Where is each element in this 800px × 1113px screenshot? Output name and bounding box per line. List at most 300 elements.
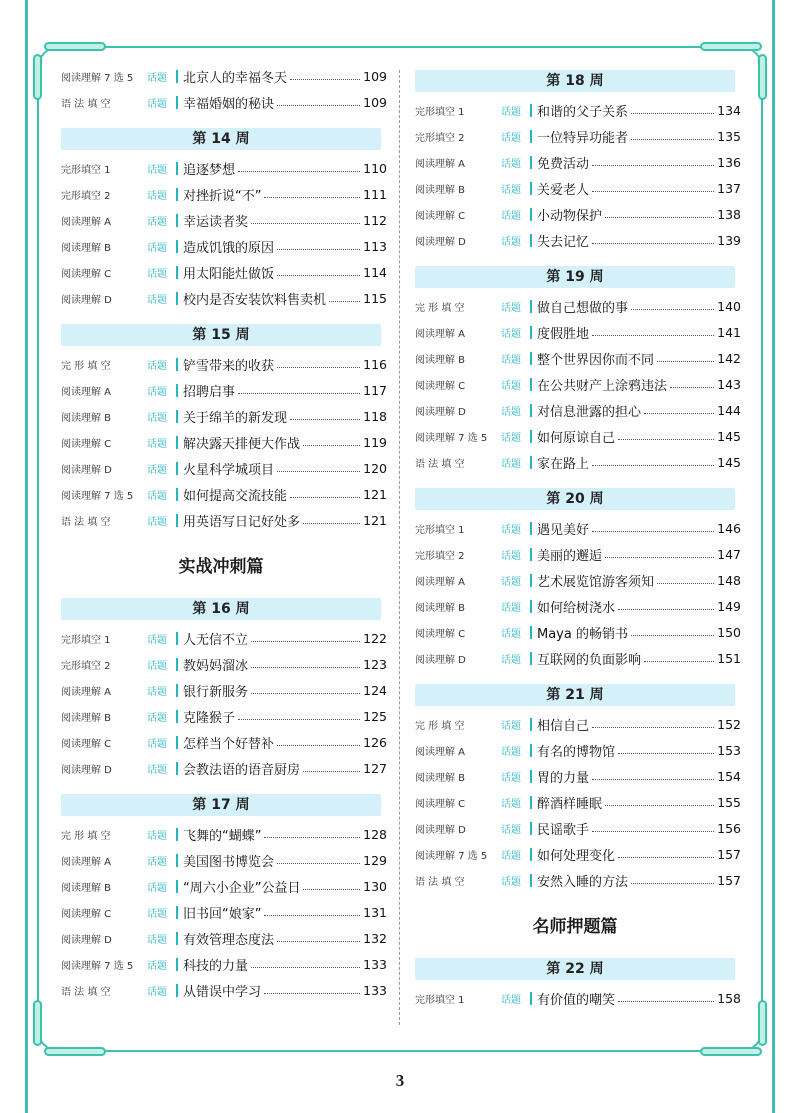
- toc-entry[interactable]: [415, 452, 741, 472]
- entry-title: 做自己想做的事: [537, 300, 629, 316]
- tag-separator: [176, 462, 178, 475]
- entry-title: 小动物保护: [537, 208, 603, 224]
- entry-page-number: 121: [363, 486, 387, 502]
- entry-category: 阅读理解 7 选 5: [415, 850, 488, 862]
- topic-tag: 话题: [501, 576, 521, 588]
- entry-category: 阅读理解 7 选 5: [61, 490, 134, 502]
- dot-leader: [303, 523, 360, 524]
- topic-tag: 话题: [147, 660, 167, 672]
- tag-separator: [530, 404, 532, 417]
- toc-entry[interactable]: [61, 262, 387, 282]
- entry-title: 克隆猴子: [183, 710, 236, 726]
- dot-leader: [657, 583, 714, 584]
- tag-separator: [530, 796, 532, 809]
- entry-title: 火星科学城项目: [183, 462, 275, 478]
- entry-page-number: 133: [363, 956, 387, 972]
- toc-entry[interactable]: [415, 622, 741, 642]
- entry-page-number: 122: [363, 630, 387, 646]
- toc-entry[interactable]: [415, 230, 741, 250]
- tag-separator: [176, 266, 178, 279]
- entry-title: 胃的力量: [537, 770, 590, 786]
- entry-page-number: 109: [363, 94, 387, 110]
- dot-leader: [277, 249, 360, 250]
- tag-separator: [176, 984, 178, 997]
- topic-tag: 话题: [501, 406, 521, 418]
- toc-entry[interactable]: [415, 844, 741, 864]
- tag-separator: [176, 410, 178, 423]
- entry-page-number: 149: [717, 598, 741, 614]
- entry-title: 遇见美好: [537, 522, 590, 538]
- entry-page-number: 141: [717, 324, 741, 340]
- entry-page-number: 144: [717, 402, 741, 418]
- entry-category: 完 形 填 空: [61, 360, 111, 372]
- toc-entry[interactable]: [61, 288, 387, 308]
- topic-tag: 话题: [501, 746, 521, 758]
- topic-tag: 话题: [147, 412, 167, 424]
- entry-category: 完 形 填 空: [61, 830, 111, 842]
- tag-separator: [530, 156, 532, 169]
- week-header: 第 21 周: [415, 684, 735, 706]
- tag-separator: [530, 182, 532, 195]
- entry-title: 在公共财产上涂鸦违法: [537, 378, 668, 394]
- entry-category: 完形填空 2: [61, 660, 111, 672]
- entry-category: 语 法 填 空: [61, 986, 111, 998]
- entry-title: 怎样当个好替补: [183, 736, 275, 752]
- entry-category: 阅读理解 B: [61, 712, 112, 724]
- entry-category: 阅读理解 D: [61, 294, 112, 306]
- dot-leader: [264, 993, 360, 994]
- entry-category: 阅读理解 B: [61, 412, 112, 424]
- entry-title: 免费活动: [537, 156, 590, 172]
- dot-leader: [618, 609, 714, 610]
- tag-separator: [530, 874, 532, 887]
- entry-page-number: 114: [363, 264, 387, 280]
- tag-separator: [530, 848, 532, 861]
- entry-title: 银行新服务: [183, 684, 249, 700]
- topic-tag: 话题: [501, 106, 521, 118]
- left-border-line: [25, 0, 28, 1113]
- tag-separator: [176, 632, 178, 645]
- toc-entry[interactable]: [61, 850, 387, 870]
- tag-separator: [530, 992, 532, 1005]
- topic-tag: 话题: [147, 856, 167, 868]
- toc-entry[interactable]: [415, 322, 741, 342]
- topic-tag: 话题: [147, 464, 167, 476]
- topic-tag: 话题: [501, 628, 521, 640]
- topic-tag: 话题: [501, 798, 521, 810]
- entry-category: 阅读理解 A: [415, 746, 466, 758]
- dot-leader: [644, 413, 714, 414]
- entry-title: 美国图书博览会: [183, 854, 275, 870]
- topic-tag: 话题: [147, 386, 167, 398]
- entry-title: 艺术展览馆游客须知: [537, 574, 655, 590]
- entry-page-number: 140: [717, 298, 741, 314]
- entry-page-number: 148: [717, 572, 741, 588]
- dot-leader: [618, 857, 714, 858]
- entry-title: 有价值的嘲笑: [537, 992, 616, 1008]
- dot-leader: [631, 139, 714, 140]
- tag-separator: [176, 436, 178, 449]
- tag-separator: [530, 822, 532, 835]
- entry-page-number: 124: [363, 682, 387, 698]
- entry-title: 校内是否安装饮料售卖机: [183, 292, 327, 308]
- toc-entry[interactable]: [61, 184, 387, 204]
- topic-tag: 话题: [501, 994, 521, 1006]
- toc-entry[interactable]: [61, 628, 387, 648]
- entry-category: 阅读理解 B: [415, 772, 466, 784]
- tag-separator: [530, 130, 532, 143]
- toc-entry[interactable]: [61, 458, 387, 478]
- toc-entry[interactable]: [415, 570, 741, 590]
- entry-page-number: 126: [363, 734, 387, 750]
- dot-leader: [238, 393, 360, 394]
- entry-title: 会教法语的语音厨房: [183, 762, 301, 778]
- tag-separator: [530, 456, 532, 469]
- entry-title: 民谣歌手: [537, 822, 590, 838]
- toc-entry[interactable]: [415, 348, 741, 368]
- dot-leader: [618, 753, 714, 754]
- dot-leader: [264, 915, 360, 916]
- entry-category: 完形填空 2: [61, 190, 111, 202]
- dot-leader: [631, 883, 714, 884]
- entry-category: 阅读理解 D: [61, 934, 112, 946]
- entry-page-number: 116: [363, 356, 387, 372]
- entry-category: 阅读理解 C: [61, 268, 112, 280]
- dot-leader: [631, 113, 714, 114]
- entry-title: 招聘启事: [183, 384, 236, 400]
- entry-title: 对挫折说“不”: [183, 188, 262, 204]
- entry-page-number: 153: [717, 742, 741, 758]
- tag-separator: [176, 96, 178, 109]
- entry-title: 造成饥饿的原因: [183, 240, 275, 256]
- topic-tag: 话题: [501, 132, 521, 144]
- topic-tag: 话题: [501, 210, 521, 222]
- toc-entry[interactable]: [415, 400, 741, 420]
- toc-entry[interactable]: [61, 680, 387, 700]
- entry-page-number: 150: [717, 624, 741, 640]
- toc-entry[interactable]: [61, 354, 387, 374]
- toc-entry[interactable]: [61, 732, 387, 752]
- toc-entry[interactable]: [415, 714, 741, 734]
- entry-category: 完 形 填 空: [415, 302, 465, 314]
- entry-category: 阅读理解 B: [61, 242, 112, 254]
- entry-title: 关于绵羊的新发现: [183, 410, 288, 426]
- entry-category: 阅读理解 7 选 5: [415, 432, 488, 444]
- tag-separator: [530, 234, 532, 247]
- toc-entry[interactable]: [61, 706, 387, 726]
- entry-page-number: 133: [363, 982, 387, 998]
- entry-title: 一位特异功能者: [537, 130, 629, 146]
- dot-leader: [631, 635, 714, 636]
- toc-entry[interactable]: [61, 210, 387, 230]
- tag-separator: [176, 684, 178, 697]
- entry-title: 旧书回“娘家”: [183, 906, 262, 922]
- dot-leader: [644, 661, 714, 662]
- entry-page-number: 143: [717, 376, 741, 392]
- topic-tag: 话题: [147, 268, 167, 280]
- topic-tag: 话题: [501, 720, 521, 732]
- tag-separator: [530, 652, 532, 665]
- entry-page-number: 128: [363, 826, 387, 842]
- side-clip-bottom-right: [758, 1000, 767, 1046]
- week-header: 第 17 周: [61, 794, 381, 816]
- toc-entry[interactable]: [61, 406, 387, 426]
- dot-leader: [592, 779, 714, 780]
- toc-entry[interactable]: [415, 518, 741, 538]
- topic-tag: 话题: [501, 328, 521, 340]
- topic-tag: 话题: [147, 438, 167, 450]
- tag-separator: [530, 378, 532, 391]
- dot-leader: [290, 79, 360, 80]
- topic-tag: 话题: [501, 302, 521, 314]
- entry-category: 阅读理解 C: [415, 628, 466, 640]
- dot-leader: [290, 497, 360, 498]
- tag-separator: [176, 854, 178, 867]
- tag-separator: [530, 430, 532, 443]
- topic-tag: 话题: [147, 908, 167, 920]
- entry-category: 完形填空 1: [415, 106, 465, 118]
- toc-entry[interactable]: [415, 100, 741, 120]
- toc-entry[interactable]: [61, 654, 387, 674]
- topic-tag: 话题: [147, 830, 167, 842]
- entry-page-number: 117: [363, 382, 387, 398]
- entry-category: 阅读理解 C: [61, 438, 112, 450]
- toc-entry[interactable]: [61, 510, 387, 530]
- toc-entry[interactable]: [415, 204, 741, 224]
- topic-tag: 话题: [147, 216, 167, 228]
- entry-title: “周六小企业”公益日: [183, 880, 301, 896]
- tag-separator: [530, 104, 532, 117]
- entry-page-number: 154: [717, 768, 741, 784]
- entry-title: 飞舞的“蝴蝶”: [183, 828, 262, 844]
- entry-category: 阅读理解 B: [61, 882, 112, 894]
- tag-separator: [176, 488, 178, 501]
- entry-category: 阅读理解 7 选 5: [61, 960, 134, 972]
- topic-tag: 话题: [147, 960, 167, 972]
- entry-page-number: 137: [717, 180, 741, 196]
- tag-separator: [176, 932, 178, 945]
- page-number: 3: [395, 1071, 405, 1090]
- topic-tag: 话题: [147, 190, 167, 202]
- dot-leader: [670, 387, 714, 388]
- dot-leader: [592, 191, 714, 192]
- dot-leader: [592, 831, 714, 832]
- toc-entry[interactable]: [61, 484, 387, 504]
- toc-entry[interactable]: [415, 870, 741, 890]
- entry-category: 阅读理解 A: [415, 328, 466, 340]
- dot-leader: [277, 367, 360, 368]
- toc-entry[interactable]: [415, 818, 741, 838]
- entry-category: 阅读理解 A: [61, 686, 112, 698]
- toc-entry[interactable]: [415, 988, 741, 1008]
- dot-leader: [592, 531, 714, 532]
- topic-tag: 话题: [501, 458, 521, 470]
- entry-category: 阅读理解 A: [61, 856, 112, 868]
- tag-separator: [176, 828, 178, 841]
- tag-separator: [530, 626, 532, 639]
- topic-tag: 话题: [147, 360, 167, 372]
- toc-entry[interactable]: [415, 648, 741, 668]
- tag-separator: [176, 736, 178, 749]
- topic-tag: 话题: [501, 236, 521, 248]
- entry-category: 语 法 填 空: [61, 98, 111, 110]
- side-clip-top-right: [758, 54, 767, 100]
- corner-clip-top-left: [44, 42, 106, 51]
- tag-separator: [176, 162, 178, 175]
- tag-separator: [530, 352, 532, 365]
- entry-category: 阅读理解 B: [415, 354, 466, 366]
- topic-tag: 话题: [147, 686, 167, 698]
- dot-leader: [303, 889, 360, 890]
- topic-tag: 话题: [501, 824, 521, 836]
- toc-entry[interactable]: [415, 426, 741, 446]
- toc-entry[interactable]: [61, 158, 387, 178]
- entry-page-number: 125: [363, 708, 387, 724]
- dot-leader: [251, 641, 360, 642]
- tag-separator: [530, 744, 532, 757]
- entry-category: 阅读理解 C: [415, 210, 466, 222]
- entry-page-number: 142: [717, 350, 741, 366]
- entry-title: 关爱老人: [537, 182, 590, 198]
- topic-tag: 话题: [147, 164, 167, 176]
- toc-entry[interactable]: [61, 980, 387, 1000]
- entry-title: 醉酒样睡眠: [537, 796, 603, 812]
- topic-tag: 话题: [501, 184, 521, 196]
- dot-leader: [251, 223, 360, 224]
- entry-category: 阅读理解 7 选 5: [61, 72, 134, 84]
- tag-separator: [176, 958, 178, 971]
- tag-separator: [176, 880, 178, 893]
- entry-page-number: 115: [363, 290, 387, 306]
- topic-tag: 话题: [501, 772, 521, 784]
- dot-leader: [592, 335, 714, 336]
- topic-tag: 话题: [147, 934, 167, 946]
- entry-page-number: 120: [363, 460, 387, 476]
- entry-title: 科技的力量: [183, 958, 249, 974]
- toc-entry[interactable]: [61, 432, 387, 452]
- entry-page-number: 158: [717, 990, 741, 1006]
- dot-leader: [238, 719, 360, 720]
- tag-separator: [530, 548, 532, 561]
- topic-tag: 话题: [501, 380, 521, 392]
- dot-leader: [303, 771, 360, 772]
- toc-entry[interactable]: [61, 66, 387, 86]
- entry-category: 完形填空 1: [61, 634, 111, 646]
- entry-category: 阅读理解 C: [415, 798, 466, 810]
- entry-title: 幸运读者奖: [183, 214, 249, 230]
- tag-separator: [530, 600, 532, 613]
- toc-entry[interactable]: [415, 178, 741, 198]
- entry-category: 完形填空 1: [61, 164, 111, 176]
- topic-tag: 话题: [501, 850, 521, 862]
- toc-entry[interactable]: [61, 236, 387, 256]
- tag-separator: [176, 384, 178, 397]
- entry-title: 和谐的父子关系: [537, 104, 629, 120]
- entry-title: 用英语写日记好处多: [183, 514, 301, 530]
- dot-leader: [277, 941, 360, 942]
- toc-entry[interactable]: [61, 758, 387, 778]
- toc-entry[interactable]: [415, 126, 741, 146]
- toc-entry[interactable]: [61, 954, 387, 974]
- entry-category: 语 法 填 空: [61, 516, 111, 528]
- toc-entry[interactable]: [61, 380, 387, 400]
- dot-leader: [238, 171, 360, 172]
- dot-leader: [251, 667, 360, 668]
- right-border-line: [772, 0, 775, 1113]
- entry-category: 阅读理解 B: [415, 184, 466, 196]
- topic-tag: 话题: [501, 876, 521, 888]
- toc-entry[interactable]: [415, 374, 741, 394]
- entry-page-number: 138: [717, 206, 741, 222]
- entry-page-number: 123: [363, 656, 387, 672]
- entry-category: 完形填空 2: [415, 132, 465, 144]
- entry-title: 互联网的负面影响: [537, 652, 642, 668]
- entry-title: 铲雪带来的收获: [183, 358, 275, 374]
- topic-tag: 话题: [147, 72, 167, 84]
- dot-leader: [657, 361, 714, 362]
- topic-tag: 话题: [147, 738, 167, 750]
- tag-separator: [176, 658, 178, 671]
- entry-page-number: 151: [717, 650, 741, 666]
- entry-page-number: 157: [717, 872, 741, 888]
- entry-page-number: 152: [717, 716, 741, 732]
- toc-entry[interactable]: [61, 902, 387, 922]
- entry-page-number: 113: [363, 238, 387, 254]
- topic-tag: 话题: [147, 764, 167, 776]
- entry-title: 追逐梦想: [183, 162, 236, 178]
- corner-clip-top-right: [700, 42, 762, 51]
- entry-category: 阅读理解 C: [415, 380, 466, 392]
- entry-title: 家在路上: [537, 456, 590, 472]
- entry-category: 阅读理解 B: [415, 602, 466, 614]
- week-header: 第 20 周: [415, 488, 735, 510]
- toc-entry[interactable]: [415, 792, 741, 812]
- entry-page-number: 134: [717, 102, 741, 118]
- dot-leader: [251, 967, 360, 968]
- dot-leader: [592, 465, 714, 466]
- topic-tag: 话题: [501, 354, 521, 366]
- dot-leader: [618, 439, 714, 440]
- tag-separator: [530, 522, 532, 535]
- toc-entry[interactable]: [61, 824, 387, 844]
- toc-entry[interactable]: [415, 296, 741, 316]
- entry-title: 有效管理态度法: [183, 932, 275, 948]
- dot-leader: [264, 197, 360, 198]
- toc-entry[interactable]: [61, 92, 387, 112]
- tag-separator: [176, 188, 178, 201]
- toc-entry[interactable]: [415, 152, 741, 172]
- topic-tag: 话题: [147, 516, 167, 528]
- entry-category: 阅读理解 A: [415, 576, 466, 588]
- entry-page-number: 145: [717, 428, 741, 444]
- entry-page-number: 147: [717, 546, 741, 562]
- toc-entry[interactable]: [415, 766, 741, 786]
- toc-entry[interactable]: [61, 928, 387, 948]
- dot-leader: [605, 557, 714, 558]
- entry-category: 完 形 填 空: [415, 720, 465, 732]
- topic-tag: 话题: [147, 986, 167, 998]
- week-header: 第 14 周: [61, 128, 381, 150]
- toc-entry[interactable]: [415, 740, 741, 760]
- tag-separator: [530, 574, 532, 587]
- entry-page-number: 156: [717, 820, 741, 836]
- tag-separator: [176, 292, 178, 305]
- tag-separator: [176, 514, 178, 527]
- toc-entry[interactable]: [415, 544, 741, 564]
- topic-tag: 话题: [501, 654, 521, 666]
- toc-entry[interactable]: [61, 876, 387, 896]
- toc-entry[interactable]: [415, 596, 741, 616]
